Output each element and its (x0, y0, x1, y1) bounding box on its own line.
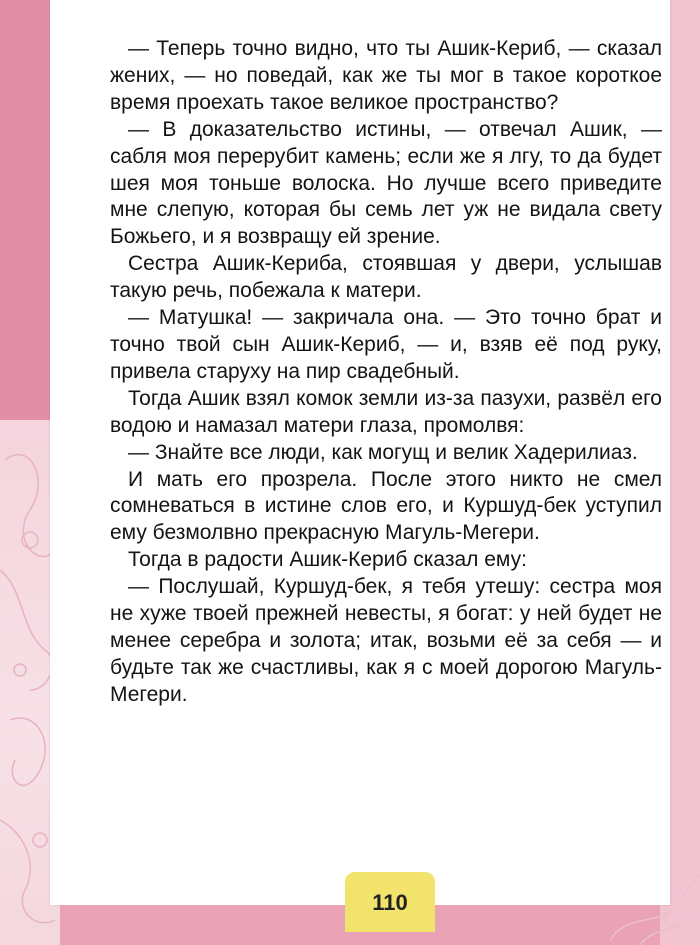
paragraph: — Знайте все люди, как могущ и велик Хадерилиаз. (128, 440, 638, 464)
paragraph: Тогда Ашик взял комок земли из-за пазухи, развёл его водою и намазал матери глаза, промолвя: (110, 386, 662, 437)
corner-ornament (600, 870, 700, 945)
paragraph: — Послушай, Куршуд-бек, я тебя утешу: сестра моя не хуже твоей прежней невесты, я богат: у ней будет не менее серебра и золота; итак, возьми её за себя — и будьте так же счастливы, как я с моей дорогою Магуль-Мегери. (110, 575, 662, 706)
page-number-tab (345, 872, 435, 932)
paragraph: И мать его прозрела. После этого никто не смел сомневаться в истине слов его, и Куршуд-бек уступил ему безмолвно прекрасную Магуль-Мегери. (110, 467, 662, 545)
paragraph: — Матушка! — закричала она. — Это точно брат и точно твой сын Ашик-Кериб, — и, взяв её под руку, привела старуху на пир свадебный. (110, 306, 662, 383)
page-number: 110 (372, 890, 408, 915)
paragraph: — Теперь точно видно, что ты Ашик-Кериб, — сказал жених, — но поведай, как же ты мог в такое короткое время проехать такое великое пространство? (110, 37, 662, 114)
paragraph: Тогда в радости Ашик-Кериб сказал ему: (128, 548, 527, 572)
paragraph: — В доказательство истины, — отвечал Ашик, — сабля моя перерубит камень; если же я лгу, то да будет шея моя тоньше волоска. Но лучше всего приведите мне слепую, которая бы семь лет уж не видала свету Божьего, и я возвращу ей зрение. (110, 117, 662, 249)
story-text (110, 36, 662, 709)
paragraph: Сестра Ашик-Кериба, стоявшая у двери, услышав такую речь, побежала к матери. (110, 252, 662, 303)
